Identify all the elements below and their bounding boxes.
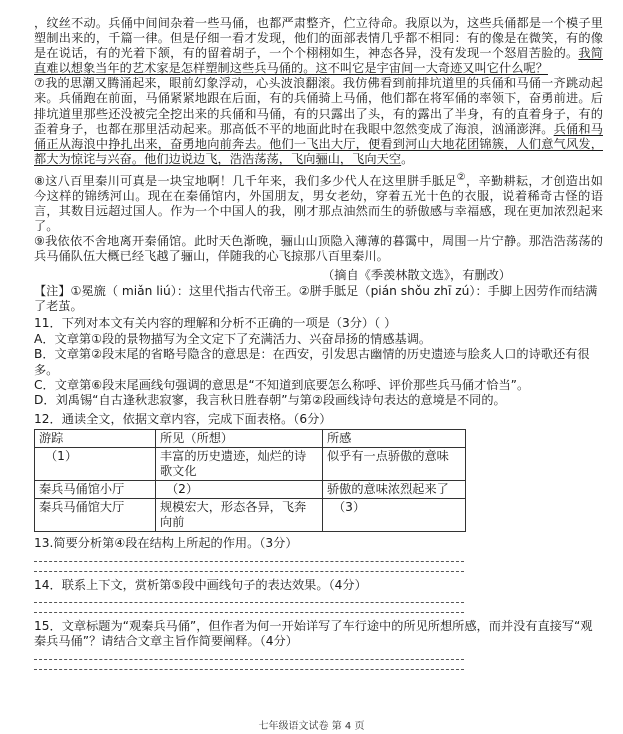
option-c: C．文章第⑥段末尾画线句强调的意思是“不知道到底要怎么称呼、评价那些兵马俑才恰当”。 <box>34 378 530 392</box>
answer-line[interactable] <box>34 603 464 613</box>
question-stem: 14．联系上下文，赏析第⑤段中画线句子的表达效果。（4分） <box>34 577 367 592</box>
paragraph-text: ，纹丝不动。兵俑中间间杂着一些马俑，也都严肃整齐，伫立待命。我原以为，这些兵俑都是一个模子里塑制出来的，千篇一律。但是仔细一看才发现，他们的面部表情几乎都不相同：有的像是在微笑，有的像是在说话，有的光着下颔，有的留着胡子，一个个栩栩如生，神态各异，没有发现一个怒眉苦脸的。 <box>34 16 603 61</box>
table-cell: 秦兵马俑馆小厅 <box>35 481 156 499</box>
option-a: A．文章第①段的景物描写为全文定下了充满活力、兴奋昂扬的情感基调。 <box>34 331 432 346</box>
answer-table <box>34 429 466 532</box>
option-d: D．刘禹锡“自古逢秋悲寂寥，我言秋日胜春朝”与第②段画线诗句表达的意境是不同的。 <box>34 393 506 408</box>
passage-paragraph-6 <box>34 0 603 76</box>
underlined-sentence: 兵俑和马俑正从海浪中挣扎出来，奋勇地向前奔去。他们一飞出大厅，便看到河山大地花团锦簇，人们意气风发，都大为惊诧与兴奋。他们边说边飞，浩浩荡荡，飞向骊山，飞向天空 <box>34 121 603 166</box>
footnote-marker: ② <box>456 171 467 183</box>
paragraph-end: 。 <box>401 151 414 166</box>
underlined-sentence: 我简直难以想象当年的艺术家是怎样塑制这些兵马俑的。这不叫它是宇宙间一大奇迹又叫它什么呢？ <box>34 46 604 76</box>
question-12 <box>34 412 603 532</box>
table-row <box>35 499 466 532</box>
question-11 <box>34 316 603 408</box>
table-header: 所感 <box>323 430 466 448</box>
passage-paragraph-8 <box>34 170 603 234</box>
paragraph-text: ⑧这八百里秦川可真是一块宝地啊！几千年来，我们多少代人在这里胼手胝足 <box>34 174 457 188</box>
answer-line[interactable] <box>34 552 464 562</box>
table-cell[interactable]: （1） <box>35 448 156 481</box>
answer-line[interactable] <box>34 562 464 572</box>
question-13 <box>34 536 603 571</box>
question-stem: 12．通读全文，依据文章内容，完成下面表格。（6分） <box>34 411 332 426</box>
table-cell: 似乎有一点骄傲的意味 <box>323 448 466 481</box>
question-15 <box>34 619 603 670</box>
paragraph-text: ⑦我的思潮又腾涌起来，眼前幻象浮动，心头波浪翻滚。我仿佛看到前排坑道里的兵俑和马俑一齐跳动起来。兵俑跑在前面，马俑紧紧地跟在后面，有的兵俑骑上马俑，他们都在将军俑的率领下，奋勇前进。后排坑道里那些还没被完全挖出来的兵俑和马俑，有的只露出了头，有的露出了半身，有的直着身子，有的歪着身子，也都在那里活动起来。那高低不平的地面此时在我眼中忽然变成了海浪，汹涌澎湃。 <box>34 76 603 136</box>
table-header-row <box>35 430 466 448</box>
paragraph-end: 。 <box>376 249 389 264</box>
annotation-note: 【注】①冕旒（ miǎn liú）：这里代指古代帝王。②胼手胝足（pián shǒu zhī zú）：手脚上因劳作而结满了老茧。 <box>34 283 598 313</box>
table-cell[interactable]: （2） <box>156 481 323 499</box>
table-cell: 规模宏大，形态各异，飞奔向前 <box>156 499 323 532</box>
paragraph-text: ，辛勤耕耘，才创造出如今这样的锦绣河山。现在在秦俑馆内，外国朋友，男女老幼，穿着五光十色的衣服，说着稀奇古怪的语言，其数目远超过国人。作为一个中国人的我，刚才那点油然而生的骄傲感与幸福感，现在更加浓烈起来了。 <box>34 174 603 234</box>
table-cell: 丰富的历史遗迹，灿烂的诗歌文化 <box>156 448 323 481</box>
answer-line[interactable] <box>34 660 464 670</box>
table-header: 游踪 <box>35 430 156 448</box>
answer-line[interactable] <box>34 650 464 660</box>
table-row <box>35 448 466 481</box>
table-cell: 骄傲的意味浓烈起来了 <box>323 481 466 499</box>
table-cell[interactable]: （3） <box>323 499 466 532</box>
option-b: B．文章第②段末尾的省略号隐含的意思是：在西安，引发思古幽情的历史遗迹与脍炙人口的诗歌还有很多。 <box>34 347 590 377</box>
question-stem: 11．下列对本文有关内容的理解和分析不正确的一项是（3分）（ ） <box>34 316 397 331</box>
answer-line[interactable] <box>34 593 464 603</box>
table-row <box>35 481 466 499</box>
table-cell: 秦兵马俑馆大厅 <box>35 499 156 532</box>
source-citation: （摘自《季羡林散文选》，有删改） <box>322 267 511 282</box>
table-header: 所见（所想） <box>156 430 323 448</box>
question-14 <box>34 578 603 613</box>
question-stem: 15．文章标题为“观秦兵马俑”，但作者为何一开始详写了车行途中的所见所想所感，而并没有直接写“观秦兵马俑”？请结合文章主旨作简要阐释。（4分） <box>34 619 593 649</box>
question-stem: 13.简要分析第④段在结构上所起的作用。（3分） <box>34 536 298 551</box>
page-footer: 七年级语文试卷 第 4 页 <box>258 721 365 732</box>
paragraph-text: ⑨我依依不舍地离开秦俑馆。此时天色渐晚，骊山山顶隐入薄薄的暮霭中，周围一片宁静。那浩浩荡荡的兵马俑队伍大概已经飞越了骊山，佯随我的心飞掠那八百里秦川 <box>34 234 603 264</box>
passage-paragraph-9 <box>34 234 603 264</box>
passage-paragraph-7 <box>34 76 603 167</box>
